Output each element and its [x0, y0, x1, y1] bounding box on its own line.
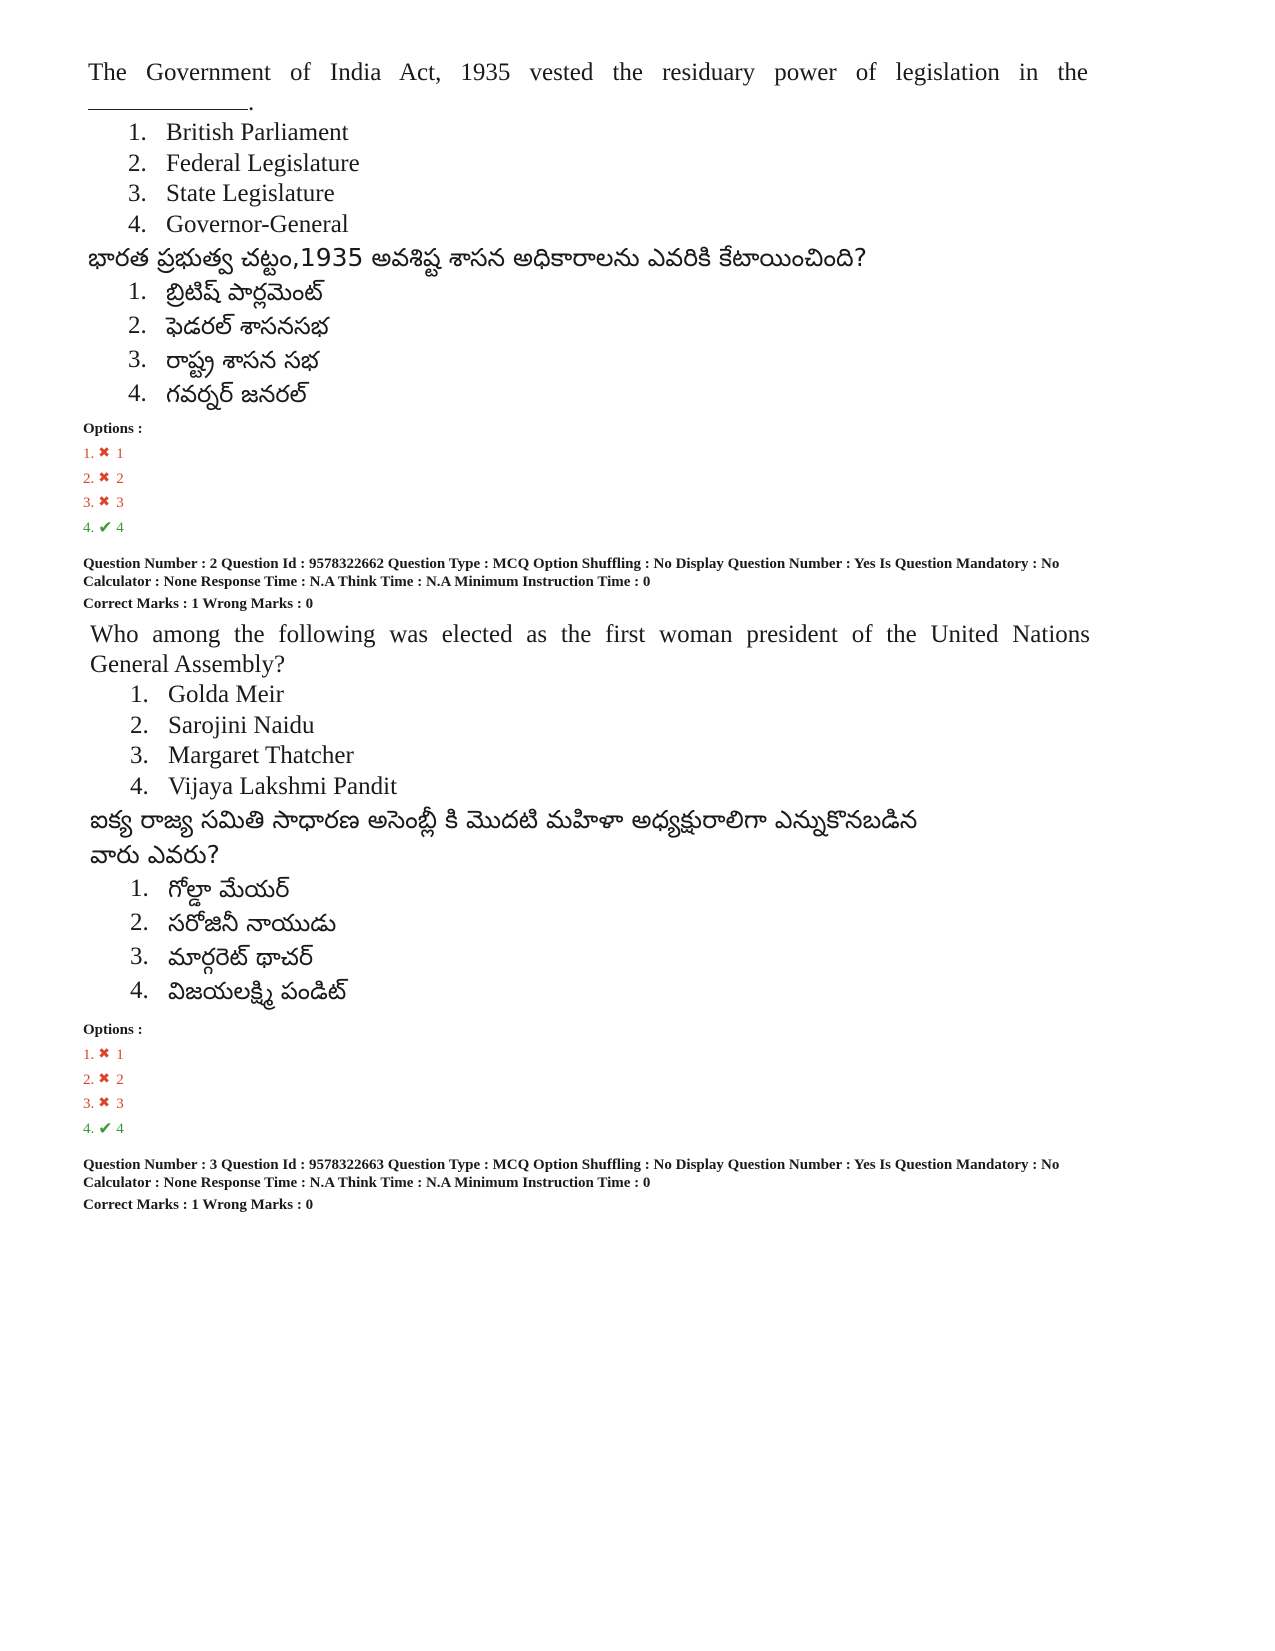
cross-icon: ✖	[98, 470, 110, 486]
list-item: 4. Vijaya Lakshmi Pandit	[130, 772, 398, 800]
question-2-meta-line2: Calculator : None Response Time : N.A Think Time : N.A Minimum Instruction Time : 0	[83, 573, 651, 590]
answer-option-4: 4. ✔ 4	[83, 1117, 143, 1142]
answer-option-1: 1. ✖ 1	[83, 1043, 143, 1068]
question-3-meta	[83, 1157, 1203, 1215]
cross-icon: ✖	[98, 1096, 110, 1111]
cross-icon: ✖	[98, 446, 110, 461]
question-2-text-line2: General Assembly?	[90, 651, 286, 678]
cross-icon: ✖	[98, 1071, 110, 1087]
answer-option-4: 4. ✔ 4	[83, 516, 143, 541]
check-icon: ✔	[98, 517, 113, 537]
list-item: 2. Sarojini Naidu	[130, 711, 315, 739]
question-2-telugu-text-line1: ఐక్య రాజ్య సమితి సాధారణ అసెంబ్లీ కి మొదటి మహిళా అధ్యక్షురాలిగా ఎన్నుకొనబడిన	[90, 805, 918, 834]
question-1-text-line1: The Government of India Act, 1935 vested the residuary power of legislation in the	[88, 59, 1088, 86]
list-item: 4. గవర్నర్ జనరల్	[128, 380, 307, 408]
question-2-content	[90, 620, 1090, 1008]
question-2-marks: Correct Marks : 1 Wrong Marks : 0	[83, 596, 314, 612]
answer-option-2: 2. ✖ 2	[83, 1068, 143, 1093]
fill-in-blank	[88, 91, 248, 110]
question-1-content	[88, 58, 1088, 411]
question-3-meta-line2: Calculator : None Response Time : N.A Think Time : N.A Minimum Instruction Time : 0	[83, 1174, 651, 1191]
question-2-text-line1: Who among the following was elected as the first woman president of the United Nations	[90, 621, 1090, 648]
question-3-marks: Correct Marks : 1 Wrong Marks : 0	[83, 1197, 314, 1213]
question-1-telugu-text: భారత ప్రభుత్వ చట్టం,1935 అవశిష్ట శాసన అధికారాలను ఎవరికి కేటాయించింది?	[88, 243, 867, 272]
list-item: 1. British Parliament	[128, 119, 349, 146]
list-item: 3. మార్గరెట్ థాచర్	[130, 943, 314, 971]
answer-option-3: 3. ✖ 3	[83, 491, 143, 516]
list-item: 1. Golda Meir	[130, 681, 284, 708]
question-2-meta	[83, 556, 1203, 614]
answer-option-3: 3. ✖ 3	[83, 1092, 143, 1117]
question-1-english-options	[88, 118, 1088, 240]
question-2-telugu-text-line2: వారు ఎవరు?	[90, 840, 220, 869]
list-item: 2. ఫెడరల్ శాసనసభ	[128, 312, 329, 340]
question-3-meta-line1: Question Number : 3 Question Id : 9578322663 Question Type : MCQ Option Shuffling : No Display Question Number : Yes Is Question Mandatory : No	[83, 1157, 1060, 1173]
options-header: Options :	[83, 1022, 143, 1038]
list-item: 4. విజయలక్ష్మి పండిట్	[130, 977, 347, 1005]
question-2-answer-options	[83, 1019, 143, 1141]
answer-option-1: 1. ✖ 1	[83, 442, 143, 467]
question-1-answer-options	[83, 418, 143, 540]
question-2-meta-line1: Question Number : 2 Question Id : 9578322662 Question Type : MCQ Option Shuffling : No Display Question Number : Yes Is Question Mandatory : No	[83, 556, 1060, 572]
cross-icon: ✖	[98, 1047, 110, 1062]
list-item: 1. గోల్డా మేయర్	[130, 875, 290, 903]
list-item: 2. సరోజినీ నాయుడు	[130, 909, 337, 937]
list-item: 3. State Legislature	[128, 180, 335, 207]
question-1-telugu-options	[88, 275, 1088, 411]
question-1-text-line2: .	[88, 88, 1088, 118]
question-2-telugu-options	[90, 872, 1090, 1008]
cross-icon: ✖	[98, 495, 110, 510]
list-item: 4. Governor-General	[128, 210, 349, 238]
check-icon: ✔	[98, 1118, 113, 1138]
list-item: 1. బ్రిటిష్ పార్లమెంట్	[128, 278, 323, 306]
list-item: 3. రాష్ట్ర శాసన సభ	[128, 346, 319, 374]
answer-option-2: 2. ✖ 2	[83, 467, 143, 492]
list-item: 3. Margaret Thatcher	[130, 742, 354, 769]
question-2-english-options	[90, 680, 1090, 802]
options-header: Options :	[83, 421, 143, 437]
list-item: 2. Federal Legislature	[128, 149, 360, 177]
